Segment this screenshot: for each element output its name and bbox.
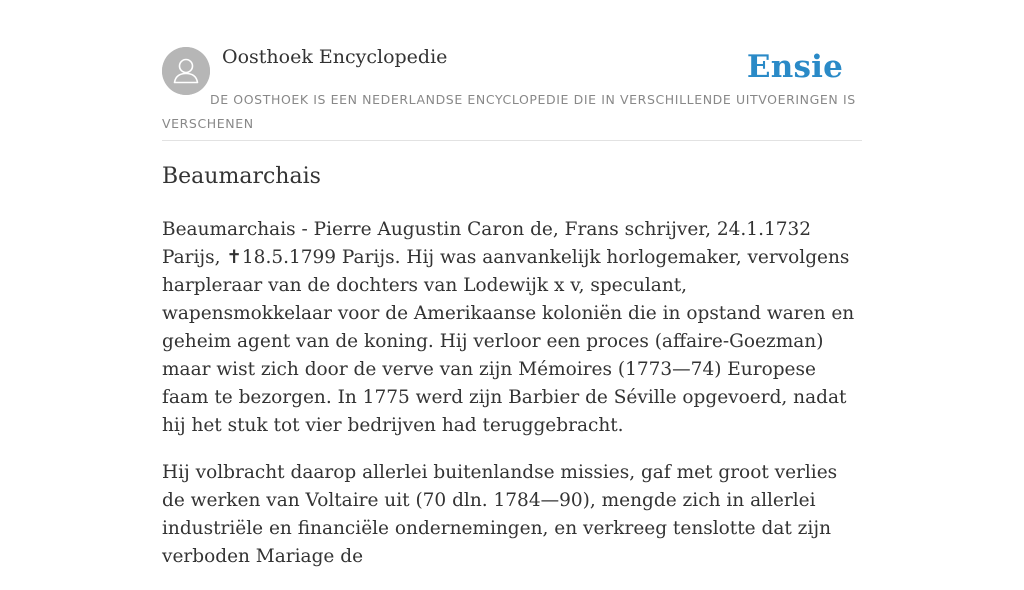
site-description: DE OOSTHOEK IS EEN NEDERLANDSE ENCYCLOPEDIE DIE IN VERSCHILLENDE UITVOERINGEN IS VERSCHENEN: [162, 92, 856, 131]
article-paragraph: Beaumarchais - Pierre Augustin Caron de, Frans schrijver, 24.1.1732 Parijs, ✝18.5.1799 Parijs. Hij was aanvankelijk horlogemaker, vervolgens harpleraar van de dochters van Lodewijk x v, speculant, wapensmokkelaar voor de Amerikaanse koloniën die in opstand waren en geheim agent van de koning. Hij verloor een proces (affaire-Goezman) maar wist zich door de verve van zijn Mémoires (1773—74) Europese faam te bezorgen. In 1775 werd zijn Barbier de Séville opgevoerd, nadat hij het stuk tot vier bedrijven had teruggebracht.: [162, 219, 855, 436]
article-body: [162, 216, 862, 590]
page-container: [162, 0, 862, 567]
ensie-logo[interactable]: Ensie: [746, 49, 843, 85]
site-header: [162, 0, 862, 141]
article-title: Beaumarchais: [162, 164, 321, 189]
article-paragraph: Hij volbracht daarop allerlei buitenlandse missies, gaf met groot verlies de werken van Voltaire uit (70 dln. 1784—90), mengde zich in allerlei industriële en financiële ondernemingen, en verkreeg tenslotte dat zijn verboden Mariage de: [162, 462, 838, 567]
site-title[interactable]: Oosthoek Encyclopedie: [222, 46, 448, 68]
